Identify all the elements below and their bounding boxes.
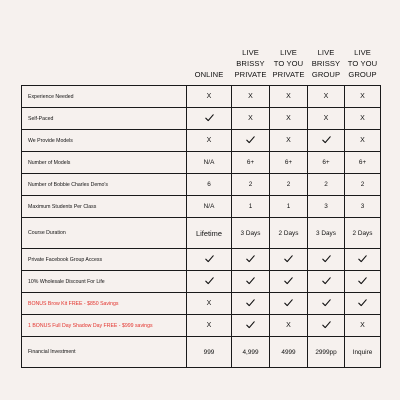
check-icon bbox=[205, 114, 214, 124]
check-icon bbox=[284, 255, 293, 265]
check-cell bbox=[270, 249, 308, 271]
x-mark-icon: X bbox=[206, 300, 212, 307]
x-mark-icon: X bbox=[286, 115, 291, 122]
x-mark-icon: X bbox=[323, 115, 329, 122]
column-header-4 bbox=[308, 36, 345, 86]
row-label: Financial Investment bbox=[22, 337, 187, 368]
check-icon bbox=[322, 277, 331, 287]
value-cell: 3 Days bbox=[232, 218, 270, 249]
value-cell: 999 bbox=[187, 337, 232, 368]
check-cell bbox=[270, 271, 308, 293]
row-label: Self-Paced bbox=[22, 108, 187, 130]
check-icon bbox=[322, 299, 331, 309]
row-label: Private Facebook Group Access bbox=[22, 249, 187, 271]
x-mark-icon: X bbox=[323, 93, 329, 100]
check-cell bbox=[308, 315, 345, 337]
check-icon bbox=[246, 136, 255, 146]
row-label: Course Duration bbox=[22, 218, 187, 249]
value-cell: 2 bbox=[270, 174, 308, 196]
row-label: We Provide Models bbox=[22, 130, 187, 152]
x-cell bbox=[270, 86, 308, 108]
x-cell bbox=[232, 86, 270, 108]
value-cell: 4,999 bbox=[232, 337, 270, 368]
row-label: BONUS Brow Kit FREE - $850 Savings bbox=[22, 293, 187, 315]
value-cell: 2999pp bbox=[308, 337, 345, 368]
column-header-line: PRIVATE bbox=[234, 70, 267, 79]
row-label: 10% Wholesale Discount For Life bbox=[22, 271, 187, 293]
check-cell bbox=[232, 315, 270, 337]
value-cell: 3 bbox=[345, 196, 381, 218]
x-mark-icon: X bbox=[206, 93, 212, 100]
check-icon bbox=[246, 277, 255, 287]
column-header-5 bbox=[345, 36, 381, 86]
x-mark-icon: X bbox=[286, 322, 291, 329]
check-cell bbox=[232, 130, 270, 152]
x-mark-icon: X bbox=[360, 137, 365, 144]
check-cell bbox=[345, 249, 381, 271]
value-cell: 1 bbox=[232, 196, 270, 218]
table-row bbox=[22, 174, 381, 196]
x-cell bbox=[270, 130, 308, 152]
value-cell: Lifetime bbox=[187, 218, 232, 249]
column-header-line: TO YOU bbox=[273, 59, 304, 68]
check-icon bbox=[322, 255, 331, 265]
x-mark-icon: X bbox=[286, 137, 291, 144]
check-icon bbox=[205, 255, 214, 265]
header-empty-cell bbox=[22, 36, 187, 86]
check-cell bbox=[308, 249, 345, 271]
column-header-line: LIVE bbox=[317, 48, 335, 57]
table-row bbox=[22, 130, 381, 152]
value-cell: 2 Days bbox=[345, 218, 381, 249]
value-cell: 2 Days bbox=[270, 218, 308, 249]
check-cell bbox=[232, 249, 270, 271]
check-icon bbox=[358, 299, 367, 309]
column-header-line: LIVE bbox=[280, 48, 297, 57]
column-header-line: GROUP bbox=[311, 70, 341, 79]
check-cell bbox=[232, 293, 270, 315]
table-row bbox=[22, 337, 381, 368]
value-cell: N/A bbox=[187, 152, 232, 174]
value-cell: 2 bbox=[308, 174, 345, 196]
table-row bbox=[22, 86, 381, 108]
check-icon bbox=[358, 277, 367, 287]
x-mark-icon: X bbox=[206, 322, 212, 329]
x-mark-icon: X bbox=[286, 93, 291, 100]
value-cell: 6+ bbox=[345, 152, 381, 174]
x-mark-icon: X bbox=[248, 93, 253, 100]
x-cell bbox=[345, 130, 381, 152]
value-cell: N/A bbox=[187, 196, 232, 218]
table-row bbox=[22, 249, 381, 271]
table-row bbox=[22, 218, 381, 249]
value-cell: 6+ bbox=[232, 152, 270, 174]
value-cell: 4999 bbox=[270, 337, 308, 368]
check-icon bbox=[246, 255, 255, 265]
value-cell: 2 bbox=[345, 174, 381, 196]
value-cell: 3 bbox=[308, 196, 345, 218]
table-row bbox=[22, 271, 381, 293]
check-cell bbox=[345, 293, 381, 315]
row-label: 1 BONUS Full Day Shadow Day FREE - $999 savings bbox=[22, 315, 187, 337]
x-cell bbox=[345, 108, 381, 130]
column-header-line: TO YOU bbox=[347, 59, 378, 68]
x-mark-icon: X bbox=[360, 93, 365, 100]
check-icon bbox=[205, 277, 214, 287]
check-icon bbox=[322, 136, 331, 146]
column-header-line: BRISSY bbox=[311, 59, 341, 68]
x-cell bbox=[345, 86, 381, 108]
table-row bbox=[22, 293, 381, 315]
table-row bbox=[22, 152, 381, 174]
x-cell bbox=[345, 315, 381, 337]
check-icon bbox=[246, 321, 255, 331]
row-label: Number of Bobbie Charles Demo's bbox=[22, 174, 187, 196]
column-header-line: BRISSY bbox=[236, 59, 265, 68]
value-cell: 6+ bbox=[308, 152, 345, 174]
value-cell: Inquire bbox=[345, 337, 381, 368]
header-row bbox=[22, 36, 381, 86]
column-header-line: PRIVATE bbox=[272, 70, 305, 79]
check-icon bbox=[284, 299, 293, 309]
table-row bbox=[22, 196, 381, 218]
column-header-2 bbox=[232, 36, 270, 86]
check-cell bbox=[308, 293, 345, 315]
check-cell bbox=[187, 249, 232, 271]
x-cell bbox=[187, 293, 232, 315]
check-cell bbox=[187, 271, 232, 293]
row-label: Experience Needed bbox=[22, 86, 187, 108]
x-cell bbox=[187, 86, 232, 108]
check-cell bbox=[232, 271, 270, 293]
check-cell bbox=[308, 271, 345, 293]
x-cell bbox=[187, 130, 232, 152]
comparison-table bbox=[21, 36, 381, 368]
x-mark-icon: X bbox=[206, 137, 212, 144]
x-mark-icon: X bbox=[360, 322, 365, 329]
column-header-3 bbox=[270, 36, 308, 86]
value-cell: 2 bbox=[232, 174, 270, 196]
x-cell bbox=[308, 108, 345, 130]
check-cell bbox=[345, 271, 381, 293]
value-cell: 6 bbox=[187, 174, 232, 196]
value-cell: 6+ bbox=[270, 152, 308, 174]
value-cell: 1 bbox=[270, 196, 308, 218]
x-cell bbox=[270, 315, 308, 337]
comparison-table-wrapper bbox=[21, 36, 380, 368]
column-header-line: LIVE bbox=[354, 48, 371, 57]
column-header-line: GROUP bbox=[348, 70, 377, 79]
check-icon bbox=[358, 255, 367, 265]
check-cell bbox=[270, 293, 308, 315]
table-header bbox=[22, 36, 381, 86]
row-label: Maximum Students Per Class bbox=[22, 196, 187, 218]
value-cell: 3 Days bbox=[308, 218, 345, 249]
check-cell bbox=[187, 108, 232, 130]
column-header-line: ONLINE bbox=[194, 70, 224, 79]
x-cell bbox=[308, 86, 345, 108]
x-cell bbox=[187, 315, 232, 337]
x-mark-icon: X bbox=[248, 115, 253, 122]
x-cell bbox=[270, 108, 308, 130]
table-row bbox=[22, 315, 381, 337]
check-icon bbox=[246, 299, 255, 309]
x-mark-icon: X bbox=[360, 115, 365, 122]
column-header-1 bbox=[187, 36, 232, 86]
check-icon bbox=[284, 277, 293, 287]
table-row bbox=[22, 108, 381, 130]
check-icon bbox=[322, 321, 331, 331]
check-cell bbox=[308, 130, 345, 152]
column-header-line: LIVE bbox=[242, 48, 259, 57]
x-cell bbox=[232, 108, 270, 130]
table-body bbox=[22, 86, 381, 368]
row-label: Number of Models bbox=[22, 152, 187, 174]
